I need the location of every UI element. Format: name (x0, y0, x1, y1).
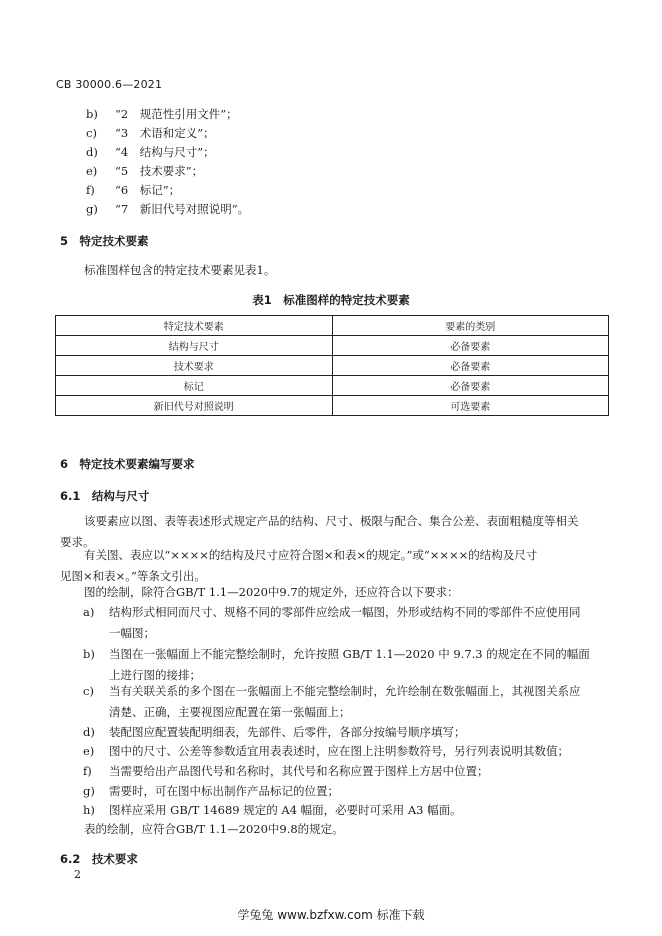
list-item: f) 当需要给出产品图代号和名称时，其代号和名称应置于图样上方居中位置； (83, 764, 489, 778)
table-row (56, 376, 609, 396)
paragraph: 该要素应以图、表等表述形式规定产品的结构、尺寸、极限与配合、集合公差、表面粗糙度等相关 (84, 514, 579, 528)
list-item: c) 当有关联关系的多个图在一张幅面上不能完整绘制时，允许绘制在数张幅面上，其视图关系应 清楚、正确，主要视图应配置在第一张幅面上； (83, 684, 581, 719)
table-cell: 结构与尺寸 (56, 336, 333, 356)
table-cell: 新旧代号对照说明 (56, 396, 333, 416)
paragraph: 图的绘制，除符合GB/T 1.1—2020中9.7的规定外，还应符合以下要求： (84, 585, 459, 599)
section-6-heading: 6 特定技术要素编写要求 (60, 457, 195, 471)
table-cell: 必备要素 (332, 376, 609, 396)
section-5-heading: 5 特定技术要素 (60, 234, 149, 248)
page-number: 2 (74, 868, 81, 881)
list-item: c) “3 术语和定义”； (86, 126, 215, 140)
paragraph-continuation: 见图×和表×。”等条文引出。 (60, 569, 206, 583)
list-item: h) 图样应采用 GB/T 14689 规定的 A4 幅面，必要时可采用 A3 幅面。 (83, 803, 462, 817)
table-row (56, 396, 609, 416)
section-5-intro: 标准图样包含的特定技术要素见表1。 (84, 263, 276, 277)
footer-watermark: 学兔兔 www.bzfxw.com 标准下载 (237, 908, 425, 922)
list-item: b) “2 规范性引用文件”； (86, 107, 238, 121)
table-cell: 标记 (56, 376, 333, 396)
list-item: g) 需要时，可在图中标出制作产品标记的位置； (83, 784, 339, 798)
list-item: e) “5 技术要求”； (86, 164, 204, 178)
table-cell: 可选要素 (332, 396, 609, 416)
table-header-cell: 特定技术要素 (56, 316, 333, 336)
table-header-row (56, 316, 609, 336)
paragraph: 有关图、表应以“××××的结构及尺寸应符合图×和表×的规定。”或“××××的结构及尺寸 (84, 548, 538, 562)
list-item: g) “7 新旧代号对照说明”。 (86, 202, 250, 216)
paragraph-continuation: 要求。 (60, 535, 95, 549)
list-item: f) “6 标记”； (86, 183, 181, 197)
list-item: e) 图中的尺寸、公差等参数适宜用表表述时，应在图上注明参数符号，另行列表说明其数值； (83, 744, 569, 758)
list-item: a) 结构形式相同而尺寸、规格不同的零部件应绘成一幅图，外形或结构不同的零部件不应使用同 一幅图； (83, 605, 581, 640)
table-row (56, 336, 609, 356)
list-item: b) 当图在一张幅面上不能完整绘制时，允许按照 GB/T 1.1—2020 中 9.7.3 的规定在不同的幅面 上进行图的接排； (83, 647, 590, 682)
section-6-1-heading: 6.1 结构与尺寸 (60, 489, 150, 503)
list-item: d) “4 结构与尺寸”； (86, 145, 215, 159)
table-cell: 必备要素 (332, 336, 609, 356)
table-cell: 技术要求 (56, 356, 333, 376)
table-header-cell: 要素的类别 (332, 316, 609, 336)
paragraph: 表的绘制，应符合GB/T 1.1—2020中9.8的规定。 (84, 822, 344, 836)
table-cell: 必备要素 (332, 356, 609, 376)
requirements-table (55, 315, 609, 416)
table-caption: 表1 标准图样的特定技术要素 (252, 293, 410, 307)
document-code-header: CB 30000.6—2021 (56, 78, 163, 91)
list-item: d) 装配图应配置装配明细表，先部件、后零件，各部分按编号顺序填写； (83, 725, 466, 739)
section-6-2-heading: 6.2 技术要求 (60, 852, 138, 866)
table-row (56, 356, 609, 376)
